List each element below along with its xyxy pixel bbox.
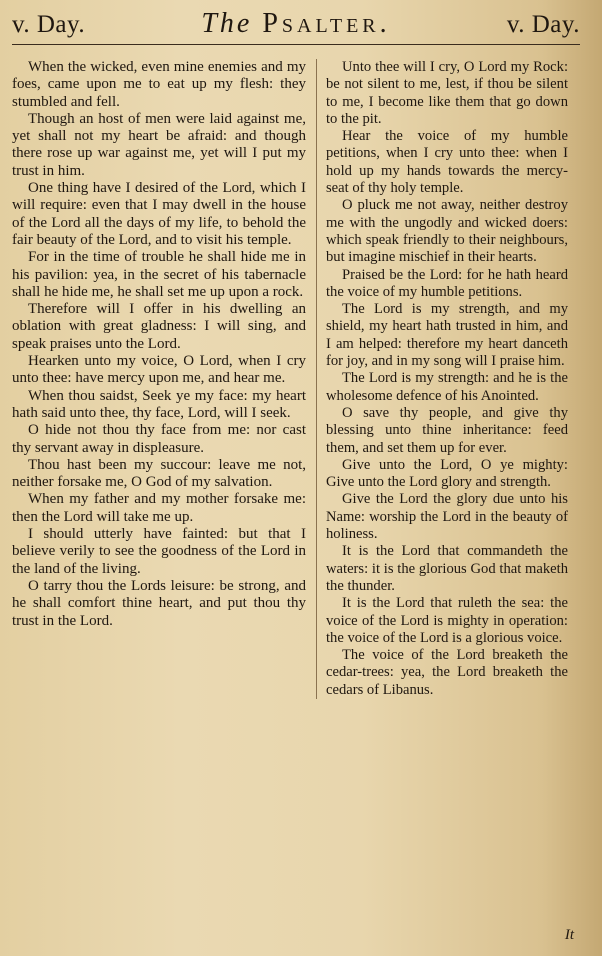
verse: Therefore will I offer in his dwelling an oblation with great gladness: I will sing, and speak praises unto the Lord.: [12, 301, 306, 352]
left-column: [12, 59, 306, 699]
verse: Give the Lord the glory due unto his Name: worship the Lord in the beauty of holiness.: [326, 491, 568, 543]
header-left-day: v. Day.: [12, 11, 86, 38]
verse: Hear the voice of my humble petitions, when I cry unto thee: when I hold up my hands towards the mercy-seat of thy holy temple.: [326, 128, 568, 197]
verse: Though an host of men were laid against me, yet shall not my heart be afraid: and though there rose up war against me, yet will I put my trust in him.: [12, 110, 306, 179]
header-title-article: The: [201, 8, 253, 39]
header-title-word: Psalter.: [262, 8, 391, 39]
verse: It is the Lord that ruleth the sea: the voice of the Lord is mighty in operation: the voice of the Lord is a glorious voice.: [326, 595, 568, 646]
verse: When my father and my mother forsake me: then the Lord will take me up.: [12, 491, 306, 525]
running-head: [12, 8, 580, 45]
verse: It is the Lord that commandeth the waters: it is the glorious God that maketh the thunder.: [326, 543, 568, 594]
text-columns: [12, 59, 580, 699]
verse: O save thy people, and give thy blessing unto thine inheritance: feed them, and set them up for ever.: [326, 404, 568, 456]
right-column: [326, 59, 568, 699]
verse: The Lord is my strength, and my shield, my heart hath trusted in him, and I am helped: therefore my heart danceth for joy, and in my song will I praise him.: [326, 301, 568, 370]
verse: When thou saidst, Seek ye my face: my heart hath said unto thee, thy face, Lord, will I seek.: [12, 387, 306, 421]
header-title: [201, 8, 390, 40]
verse: For in the time of trouble he shall hide me in his pavilion: yea, in the secret of his tabernacle shall he hide me, he shall set me up upon a rock.: [12, 249, 306, 300]
verse: When the wicked, even mine enemies and my foes, came upon me to eat up my flesh: they stumbled and fell.: [12, 59, 306, 110]
verse: Thou hast been my succour: leave me not, neither forsake me, O God of my salvation.: [12, 456, 306, 491]
verse: One thing have I desired of the Lord, which I will require: even that I may dwell in the house of the Lord all the days of my life, to behold the fair beauty of the Lord, and to visit his temple.: [12, 180, 306, 248]
verse: Unto thee will I cry, O Lord my Rock: be not silent to me, lest, if thou be silent to me, I become like them that go down to the pit.: [326, 59, 568, 127]
verse: O pluck me not away, neither destroy me with the ungodly and wicked doers: which speak friendly to their neighbours, but imagine mischief in their hearts.: [326, 197, 568, 266]
verse: Give unto the Lord, O ye mighty: Give unto the Lord glory and strength.: [326, 456, 568, 491]
verse: O hide not thou thy face from me: nor cast thy servant away in displeasure.: [12, 422, 306, 456]
header-right-day: v. Day.: [506, 11, 580, 38]
verse: Hearken unto my voice, O Lord, when I cry unto thee: have mercy upon me, and hear me.: [12, 353, 306, 387]
catchword: It: [564, 927, 574, 943]
verse: O tarry thou the Lords leisure: be strong, and he shall comfort thine heart, and put thou thy trust in the Lord.: [12, 577, 306, 629]
verse: I should utterly have fainted: but that I believe verily to see the goodness of the Lord in the land of the living.: [12, 526, 306, 577]
verse: The Lord is my strength: and he is the wholesome defence of his Anointed.: [326, 370, 568, 404]
verse: Praised be the Lord: for he hath heard the voice of my humble petitions.: [326, 266, 568, 300]
verse: The voice of the Lord breaketh the cedar-trees: yea, the Lord breaketh the cedars of Libanus.: [326, 647, 568, 698]
